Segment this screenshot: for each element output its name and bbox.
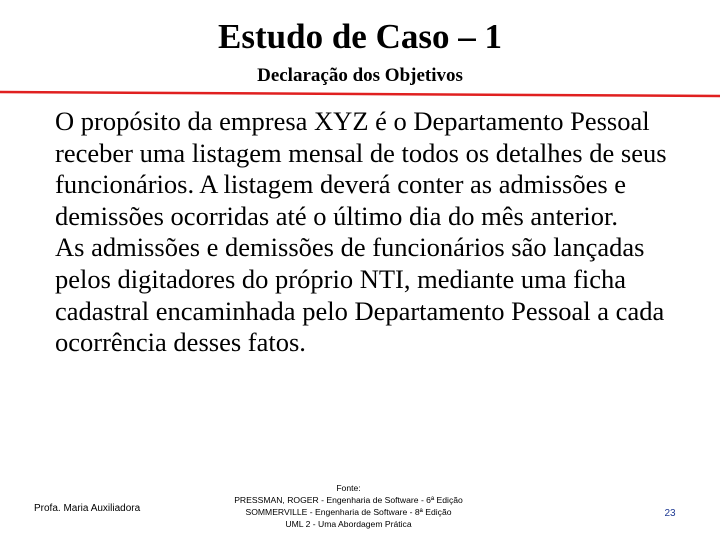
slide-subtitle: Declaração dos Objetivos	[257, 65, 463, 86]
reference-line: PRESSMAN, ROGER - Engenharia de Software - 6ª Edição	[234, 495, 463, 505]
body-paragraph: O propósito da empresa XYZ é o Departamento Pessoal receber uma listagem mensal de todos os detalhes de seus funcionários. A listagem deverá conter as admissões e demissões ocorridas até o último dia do mês anterior.	[55, 106, 667, 231]
page-number: 23	[664, 508, 676, 519]
reference-line: SOMMERVILLE - Engenharia de Software - 8ª Edição	[245, 507, 452, 517]
body-text	[55, 106, 705, 359]
footer-author: Profa. Maria Auxiliadora	[34, 503, 141, 514]
slide-title: Estudo de Caso – 1	[218, 17, 502, 56]
body-paragraph: As admissões e demissões de funcionários são lançadas pelos digitadores do próprio NTI, mediante uma ficha cadastral encaminhada pelo Departamento Pessoal a cada ocorrência desses fatos.	[55, 232, 665, 358]
reference-line: UML 2 - Uma Abordagem Prática	[285, 519, 412, 529]
red-underline-divider	[0, 88, 720, 100]
footer-references	[196, 482, 501, 530]
sources-label: Fonte:	[336, 483, 361, 493]
